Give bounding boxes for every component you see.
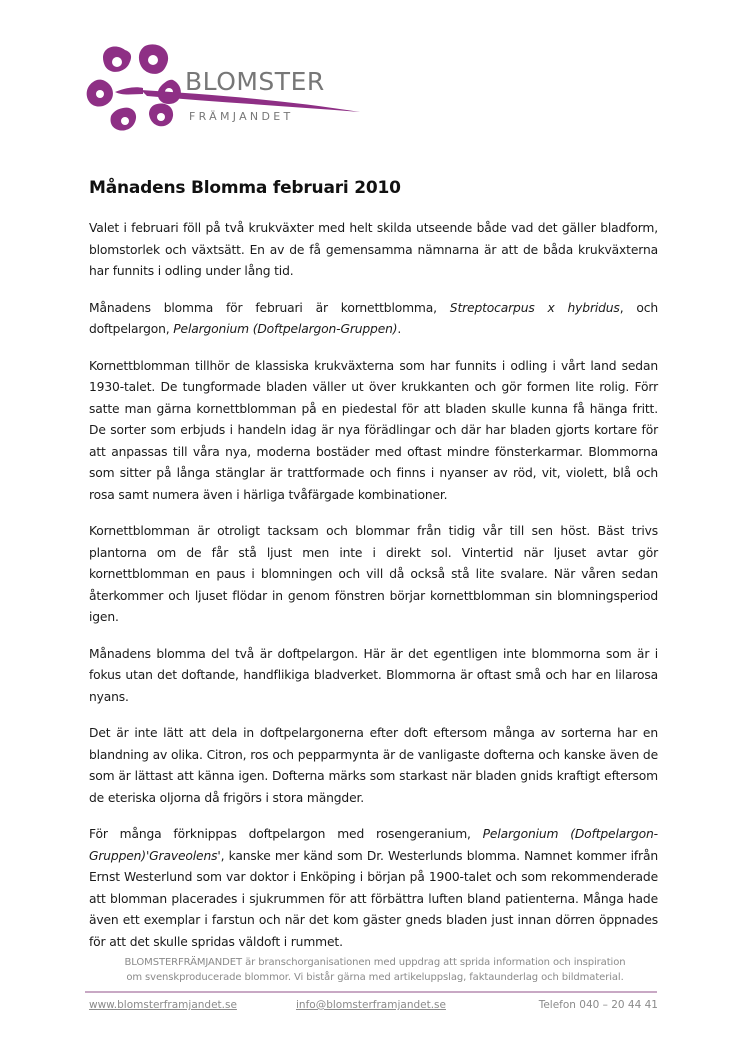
latin-name-streptocarpus: Streptocarpus x hybridus xyxy=(449,300,620,315)
latin-name-pelargonium: Pelargonium (Doftpelargon-Gruppen) xyxy=(173,322,398,336)
footer-description xyxy=(85,955,665,985)
paragraph-5: Månadens blomma del två är doftpelargon. Här är det egentligen inte blommorna som är i fokus utan det doftande, handflikiga bladverket. Blommorna är oftast små och har en lilarosa nyans. xyxy=(89,646,658,704)
paragraph-2 xyxy=(89,298,658,341)
paragraph-2-text-c: , och doftpelargon, xyxy=(89,300,658,336)
paragraph-2-text-e: . xyxy=(397,322,402,336)
paragraph-1: Valet i februari föll på två krukväxter med helt skilda utseende både vad det gäller bladform, blomstorlek och växtsätt. En av de få gemensamma nämnarna är att de båda krukväxterna har funnits i odling under lång tid. xyxy=(89,221,658,278)
paragraph-4: Kornettblomman är otroligt tacksam och blommar från tidig vår till sen höst. Bäst trivs plantorna om de får stå ljust men inte i direkt sol. Vintertid när ljuset avtar gör kornettblomman en paus i blomningen och vill då också stå lite svalare. När våren sedan återkommer och ljuset flödar in genom fönstren börjar kornettblomman sin blomningsperiod igen. xyxy=(89,524,658,624)
paragraph-2-text-a: Månadens blomma för februari är kornettblomma, xyxy=(89,300,450,315)
paragraph-7-text-c: , kanske mer känd som Dr. Westerlunds blomma. Namnet kommer ifrån Ernst Westerlund som var doktor i Enköping i början på 1900-talet och som rekommenderade att blomman placerades i sjukrummen för att förbättra luften bland patienterna. Många hade även ett exemplar i farstun och när det kom gäster gneds bladen just innan dörren öppnades för att det skulle spridas väldoft i rummet. xyxy=(89,848,658,949)
footer-line-1: BLOMSTERFRÄMJANDET är branschorganisationen med uppdrag att sprida information och inspiration xyxy=(124,957,626,968)
paragraph-3: Kornettblomman tillhör de klassiska krukväxterna som har funnits i odling i vårt land sedan 1930-talet. De tungformade bladen väller ut över krukkanten och gör formen lite rolig. Förr satte man gärna kornettblomman på en piedestal för att bladen skulle kunna få hänga fritt. De sorter som erbjuds i handeln idag är nya förädlingar och där har bladen gjorts kortare för att anpassas till våra nya, moderna bostäder med oftast mindre fönsterkarmar. Blommorna som sitter på långa stänglar är trattformade och finns i nyanser av röd, vit, violett, blå och rosa samt numera även i härliga tvåfärgade kombinationer. xyxy=(89,358,658,502)
footer-line-2: om svenskproducerade blommor. Vi bistår gärna med artikeluppslag, faktaunderlag och bildmaterial. xyxy=(126,972,624,983)
paragraph-7 xyxy=(89,824,658,953)
latin-name-graveolens: Pelargonium (Doftpelargon-Gruppen)'Graveolens' xyxy=(89,827,658,863)
logo-title: BLOMSTER xyxy=(185,67,325,96)
article-title: Månadens Blomma februari 2010 xyxy=(89,178,401,198)
website-link[interactable]: www.blomsterframjandet.se xyxy=(89,999,237,1011)
phone-number: Telefon 040 – 20 44 41 xyxy=(538,999,658,1011)
paragraph-6: Det är inte lätt att dela in doftpelargonerna efter doft eftersom många av sorterna har en blandning av olika. Citron, ros och pepparmynta är de vanligaste dofterna och kanske även de som är lättast att känna igen. Dofterna märks som starkast när bladen gnids kraftigt eftersom de eteriska oljorna då frigörs i stora mängder. xyxy=(89,726,658,805)
footer-divider xyxy=(85,991,657,993)
email-link[interactable]: info@blomsterframjandet.se xyxy=(296,999,446,1011)
paragraph-7-text-a: För många förknippas doftpelargon med rosengeranium, xyxy=(89,827,483,841)
logo-subtitle: FRÄMJANDET xyxy=(189,110,294,123)
article xyxy=(89,170,658,968)
